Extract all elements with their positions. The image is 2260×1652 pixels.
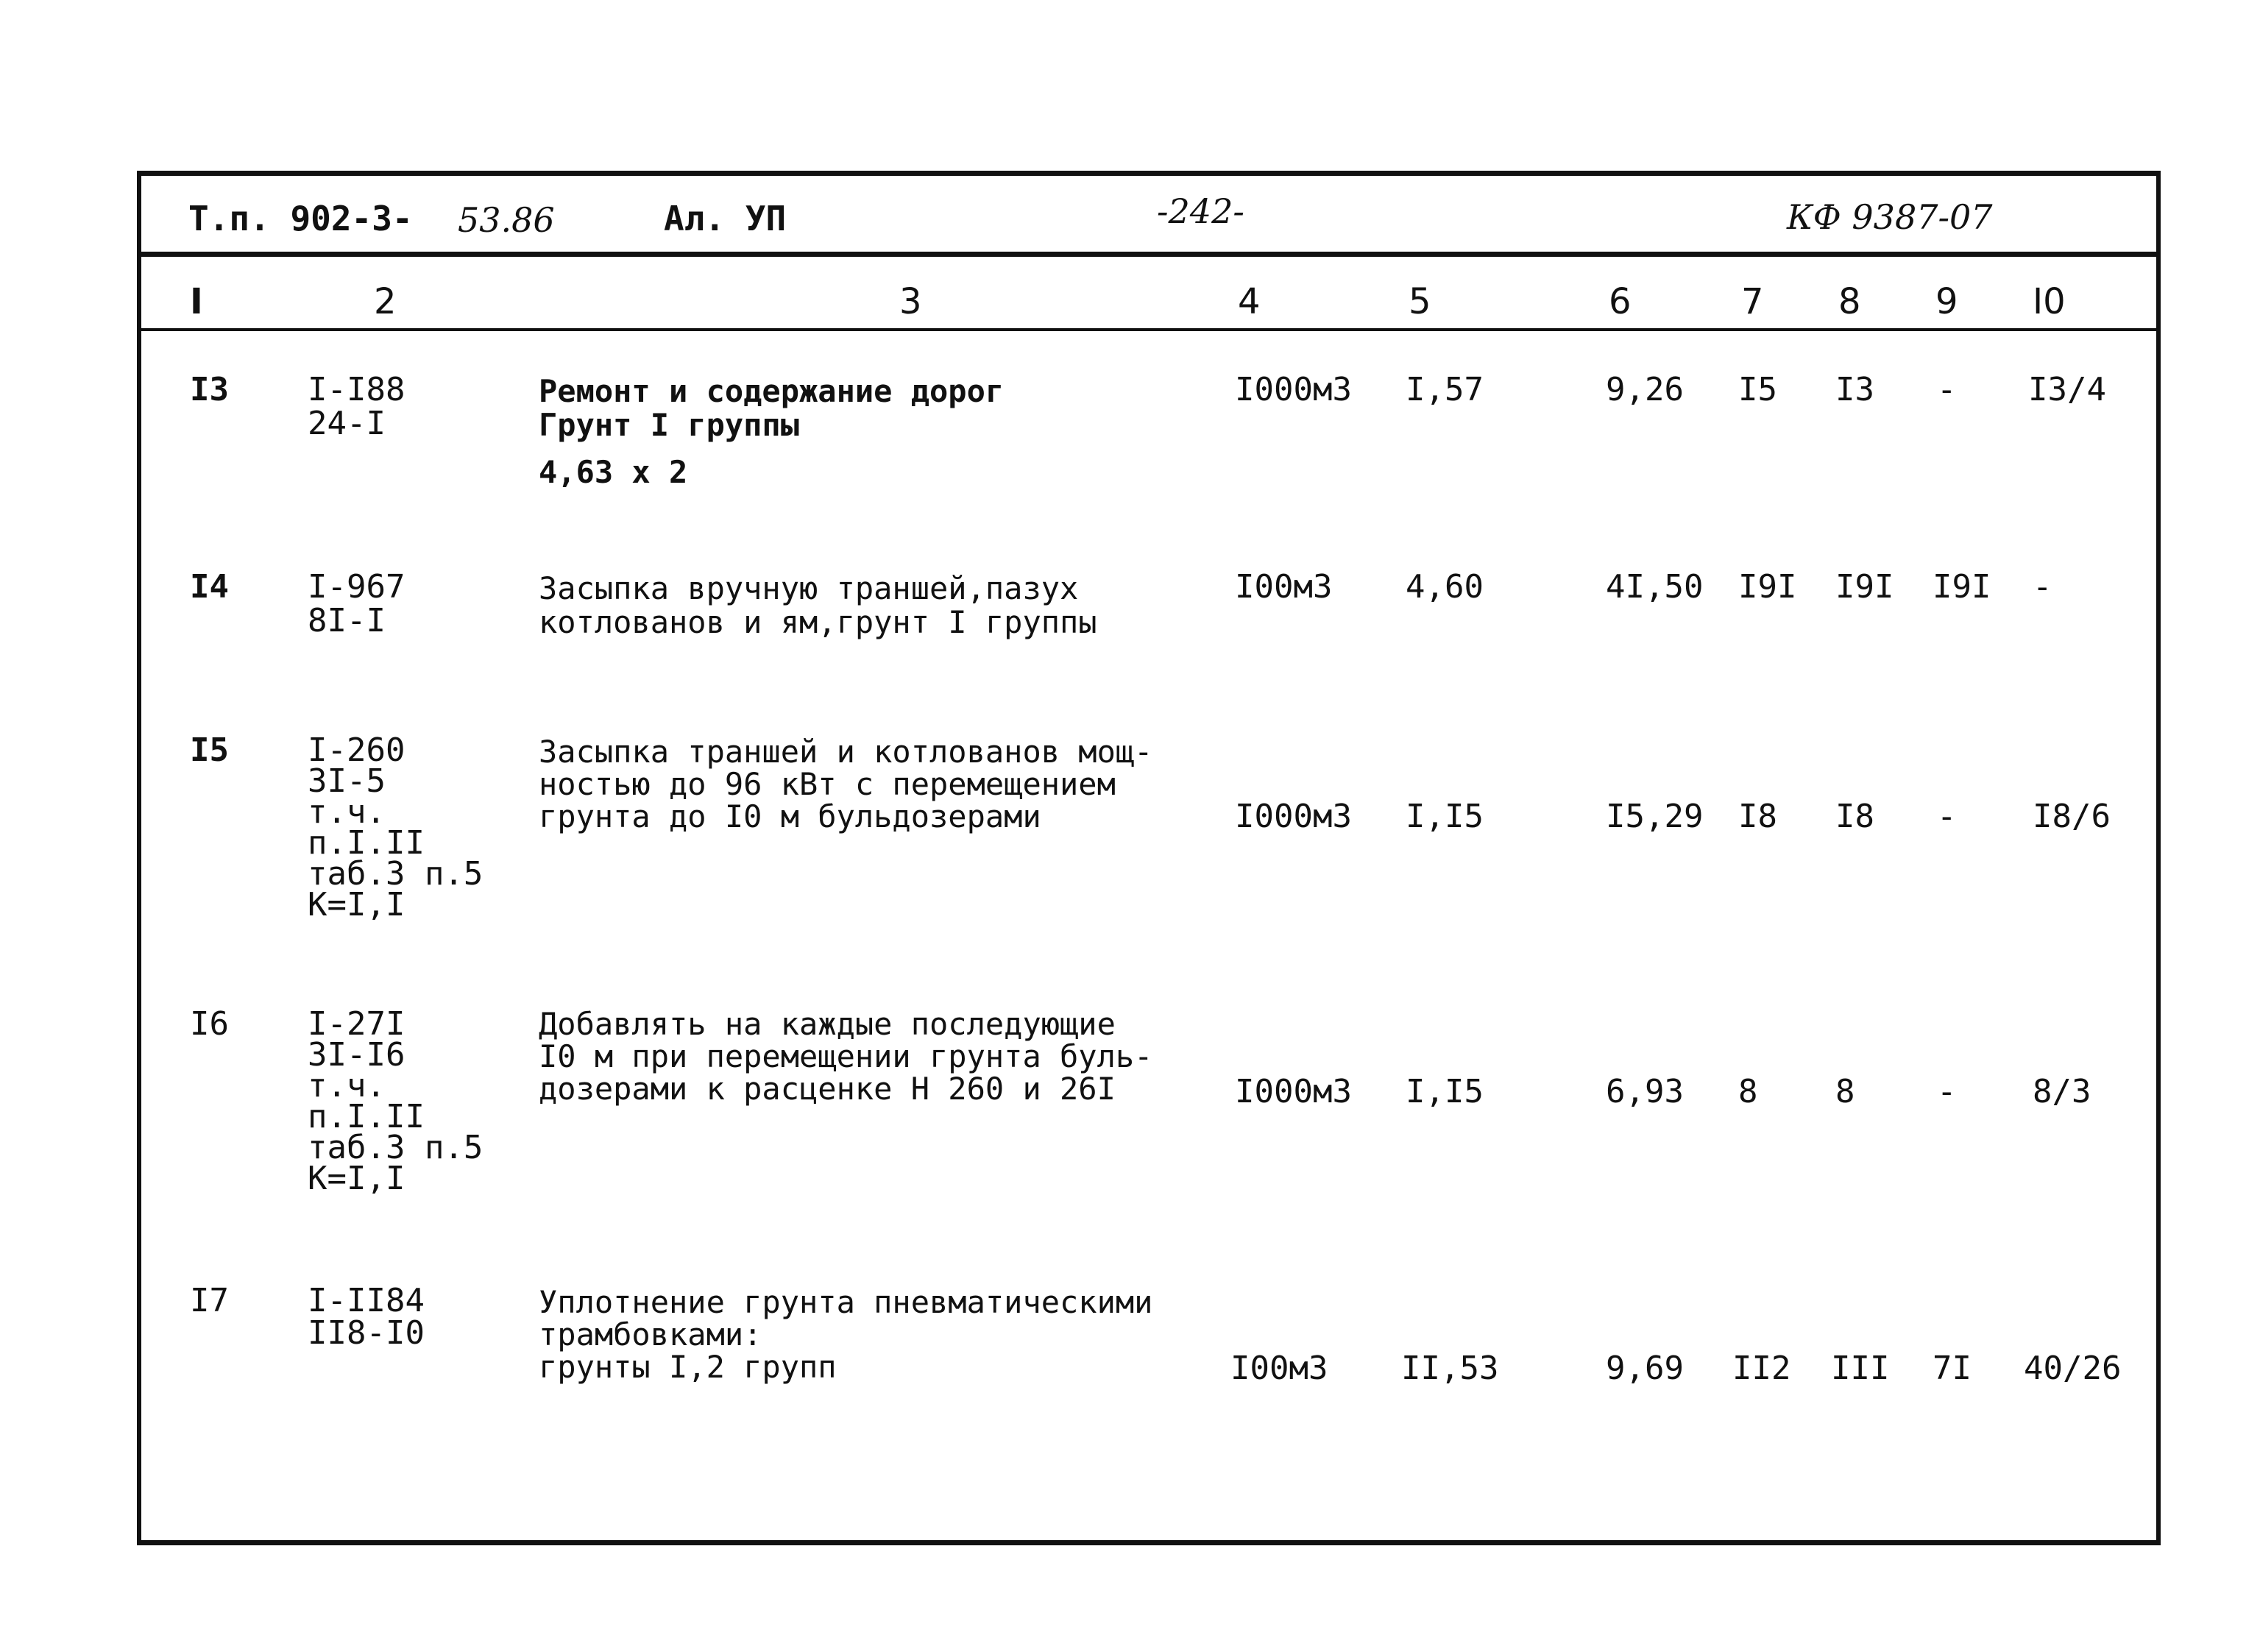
row-number: I5 (190, 731, 229, 769)
quantity-cell: II,53 (1401, 1350, 1499, 1387)
description-line: Грунт I группы (539, 407, 800, 443)
unit-cell: I000м3 (1235, 798, 1352, 835)
document-reference: КФ 9387-07 (1787, 197, 1993, 237)
unit-cell: I00м3 (1230, 1350, 1328, 1387)
code-line: I-967 (308, 568, 405, 606)
column-8-cell: 8 (1835, 1073, 1855, 1110)
code-line: 24-I (308, 405, 386, 442)
column-header-1: I (190, 281, 203, 322)
column-10-cell: - (2033, 568, 2052, 606)
column-10-cell: 8/3 (2033, 1073, 2091, 1110)
column-6-cell: 4I,50 (1606, 568, 1704, 606)
column-6-cell: 6,93 (1606, 1073, 1684, 1110)
description-line: ностью до 96 кВт с перемещением (539, 766, 1116, 802)
column-header-10: I0 (2033, 281, 2066, 322)
description-line: Засыпка траншей и котлованов мощ- (539, 734, 1153, 770)
column-10-cell: 40/26 (2024, 1350, 2122, 1387)
header-divider (141, 252, 2156, 257)
column-7-cell: II2 (1732, 1350, 1791, 1387)
quantity-cell: 4,60 (1406, 568, 1484, 606)
column-header-5: 5 (1409, 281, 1431, 322)
column-7-cell: I8 (1738, 798, 1777, 835)
quantity-cell: I,I5 (1406, 798, 1484, 835)
code-line: 3I-5 (308, 762, 386, 800)
row-number: I3 (190, 371, 229, 408)
code-line: I-260 (308, 731, 405, 769)
column-8-cell: I8 (1835, 798, 1874, 835)
page-number: -242- (1157, 191, 1244, 231)
column-header-divider (141, 328, 2156, 331)
quantity-cell: I,57 (1406, 371, 1484, 408)
description-line: Добавлять на каждые последующие (539, 1006, 1116, 1042)
description-line: трамбовками: (539, 1316, 762, 1353)
column-header-4: 4 (1238, 281, 1261, 322)
code-line: п.I.II (308, 1098, 425, 1135)
code-line: п.I.II (308, 824, 425, 862)
column-6-cell: I5,29 (1606, 798, 1704, 835)
code-line: таб.3 п.5 (308, 1129, 483, 1166)
column-header-2: 2 (374, 281, 397, 322)
column-7-cell: 8 (1738, 1073, 1758, 1110)
column-8-cell: III (1831, 1350, 1890, 1387)
project-code-handwritten: 53.86 (458, 200, 555, 240)
unit-cell: I000м3 (1235, 1073, 1352, 1110)
description-line: Уплотнение грунта пневматическими (539, 1284, 1153, 1320)
row-number: I6 (190, 1005, 229, 1043)
column-header-8: 8 (1838, 281, 1861, 322)
column-9-cell: 7I (1933, 1350, 1972, 1387)
column-header-7: 7 (1741, 281, 1764, 322)
column-8-cell: I9I (1835, 568, 1894, 606)
column-9-cell: - (1937, 798, 1957, 835)
column-header-6: 6 (1609, 281, 1632, 322)
description-line: Ремонт и содержание дорог (539, 373, 1005, 409)
column-6-cell: 9,69 (1606, 1350, 1684, 1387)
column-8-cell: I3 (1835, 371, 1874, 408)
column-9-cell: I9I (1933, 568, 1991, 606)
row-number: I4 (190, 568, 229, 606)
column-7-cell: I9I (1738, 568, 1797, 606)
column-7-cell: I5 (1738, 371, 1777, 408)
code-line: II8-I0 (308, 1314, 425, 1352)
code-line: I-I88 (308, 371, 405, 408)
code-line: К=I,I (308, 1160, 405, 1197)
column-10-cell: I3/4 (2028, 371, 2106, 408)
column-10-cell: I8/6 (2033, 798, 2111, 835)
code-line: т.ч. (308, 1067, 386, 1105)
column-6-cell: 9,26 (1606, 371, 1684, 408)
column-9-cell: - (1937, 1073, 1957, 1110)
description-line: дозерами к расценке Н 260 и 26I (539, 1071, 1116, 1107)
code-line: К=I,I (308, 886, 405, 924)
description-line: грунта до I0 м бульдозерами (539, 798, 1041, 834)
description-line: I0 м при перемещении грунта буль- (539, 1038, 1153, 1074)
column-9-cell: - (1937, 371, 1957, 408)
code-line: 8I-I (308, 602, 386, 639)
unit-cell: I00м3 (1235, 568, 1333, 606)
quantity-cell: I,I5 (1406, 1073, 1484, 1110)
code-line: 3I-I6 (308, 1036, 405, 1074)
description-line: Засыпка вручную траншей,пазух (539, 570, 1079, 606)
description-extra: 4,63 х 2 (539, 454, 688, 490)
code-line: I-II84 (308, 1282, 425, 1319)
column-header-9: 9 (1935, 281, 1958, 322)
code-line: I-27I (308, 1005, 405, 1043)
code-line: т.ч. (308, 793, 386, 831)
code-line: таб.3 п.5 (308, 855, 483, 893)
document-sheet (137, 171, 2161, 1545)
album-label: Ал. УП (664, 199, 787, 238)
description-line: котлованов и ям,грунт I группы (539, 604, 1097, 640)
project-code-prefix: Т.п. 902-3- (188, 199, 413, 238)
unit-cell: I000м3 (1235, 371, 1352, 408)
description-line: грунты I,2 групп (539, 1349, 837, 1385)
row-number: I7 (190, 1282, 229, 1319)
column-header-3: 3 (899, 281, 922, 322)
